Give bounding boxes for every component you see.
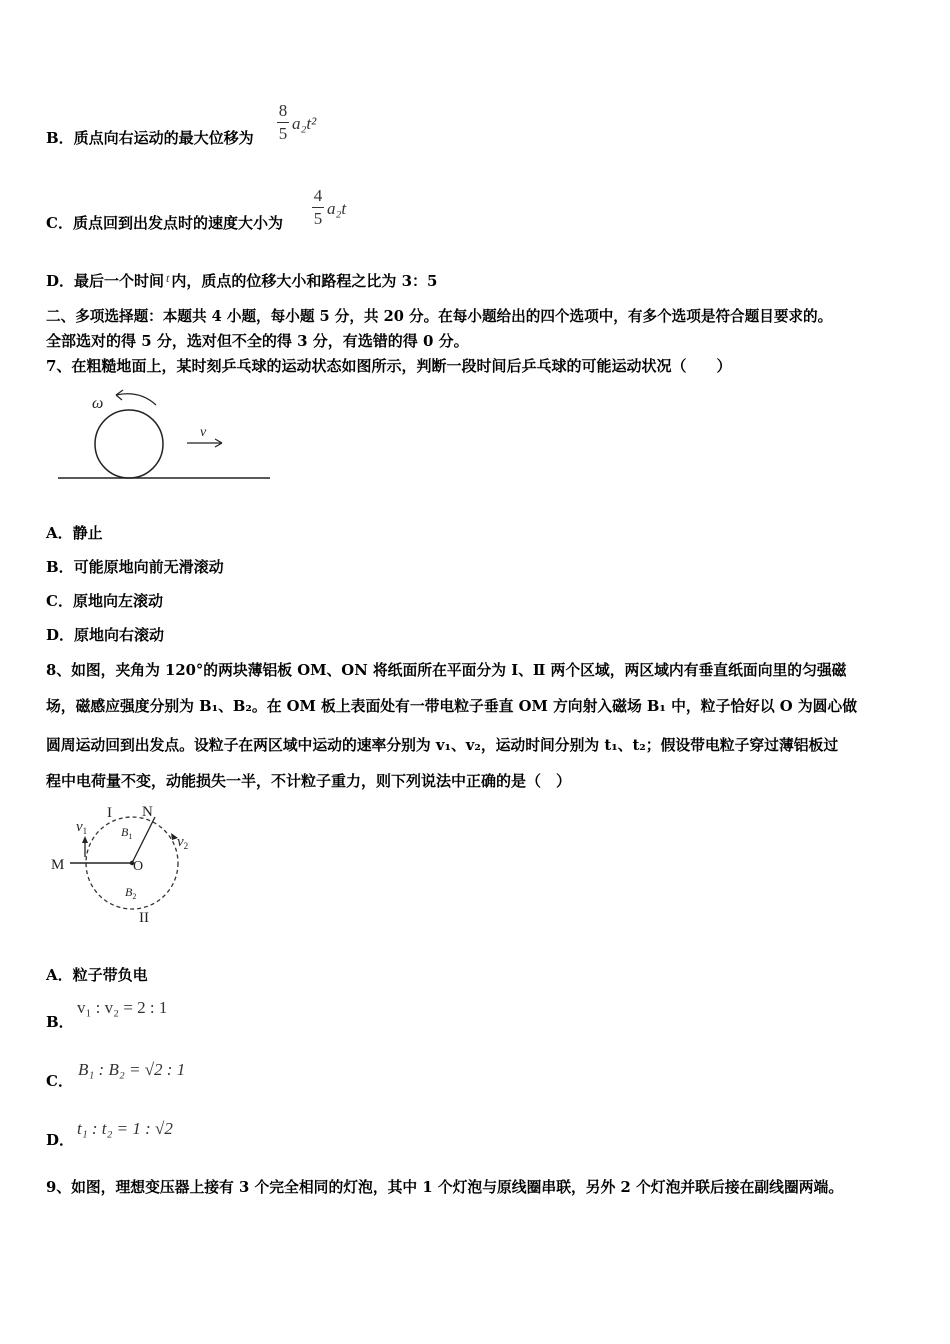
q6-option-d-prefix: D．最后一个时间 xyxy=(46,272,165,290)
fraction-numerator: 4 xyxy=(313,186,323,205)
q6-option-b-expression: a₂t² xyxy=(292,114,317,133)
velocity-label: v xyxy=(200,425,207,440)
omega-label: ω xyxy=(92,395,104,412)
q7-stem: 7、在粗糙地面上，某时刻乒乓球的运动状态如图所示，判断一段时间后乒乓球的可能运动状况（ ） xyxy=(46,357,732,375)
q8-stem-line2: 场，磁感应强度分别为 B₁、B₂。在 OM 板上表面处有一带电粒子垂直 OM 方向射入磁场 B₁ 中，粒子恰好以 O 为圆心做 xyxy=(46,698,858,715)
label-b1: $B_1$ xyxy=(121,825,133,841)
q6-option-b-fraction xyxy=(277,102,289,143)
q7-option-b: B．可能原地向前无滑滚动 xyxy=(46,558,224,576)
q6-option-c-fraction xyxy=(312,187,324,228)
q8-option-b-label: B． xyxy=(46,1013,74,1031)
q6-option-b-label: B．质点向右运动的最大位移为 xyxy=(46,129,254,147)
label-n: N xyxy=(142,804,153,820)
fraction-numerator: 8 xyxy=(278,101,288,120)
v1-arrowhead xyxy=(82,836,88,843)
q6-option-d-var: t xyxy=(166,271,170,285)
q6-option-d xyxy=(46,270,437,291)
q8-option-c-math: B₁ : B₂ = √2 : 1 xyxy=(78,1060,186,1079)
q8-stem-line4: 程中电荷量不变，动能损失一半，不计粒子重力，则下列说法中正确的是（ ） xyxy=(46,772,572,790)
q8-option-d-math: t₁ : t₂ = 1 : √2 xyxy=(77,1119,173,1138)
q8-option-d-label: D． xyxy=(46,1131,75,1149)
label-o: O xyxy=(133,859,144,874)
section2-line1: 二、多项选择题：本题共 4 小题，每小题 5 分，共 20 分。在每小题给出的四个选项中，有多个选项是符合题目要求的。 xyxy=(46,308,833,325)
label-v1: $v_1$ xyxy=(76,819,88,836)
label-region-1: I xyxy=(107,805,112,821)
q6-option-c-expression: a₂t xyxy=(327,199,347,218)
q7-option-a: A．静止 xyxy=(46,524,103,542)
q7-option-c: C．原地向左滚动 xyxy=(46,592,163,610)
q9-stem: 9、如图，理想变压器上接有 3 个完全相同的灯泡，其中 1 个灯泡与原线圈串联，另外 2 个灯泡并联后接在副线圈两端。 xyxy=(46,1179,844,1196)
label-m: M xyxy=(51,857,65,873)
label-region-2: II xyxy=(139,910,149,926)
fraction-denominator: 5 xyxy=(313,209,323,228)
q8-figure xyxy=(45,800,205,930)
label-v2: $v_2$ xyxy=(177,834,189,851)
q6-option-d-suffix: 内，质点的位移大小和路程之比为 3：5 xyxy=(171,272,438,290)
q7-figure xyxy=(50,385,280,485)
q8-stem-line1: 8、如图，夹角为 120°的两块薄铝板 OM、ON 将纸面所在平面分为 Ⅰ、Ⅱ 两个区域，两区域内有垂直纸面向里的匀强磁 xyxy=(46,662,847,679)
q7-option-d: D．原地向右滚动 xyxy=(46,626,165,644)
label-b2: $B_2$ xyxy=(125,885,137,901)
q6-option-c-label: C．质点回到出发点时的速度大小为 xyxy=(46,214,283,232)
plate-on xyxy=(132,817,155,863)
q8-option-a: A．粒子带负电 xyxy=(46,966,148,984)
q8-option-b-math: v₁ : v₂ = 2 : 1 xyxy=(77,998,168,1017)
q8-stem-line3: 圆周运动回到出发点。设粒子在两区域中运动的速率分别为 v₁、v₂，运动时间分别为 t₁、t₂；假设带电粒子穿过薄铝板过 xyxy=(46,737,839,754)
q8-option-c-label: C． xyxy=(46,1072,73,1090)
section2-line2: 全部选对的得 5 分，选对但不全的得 3 分，有选错的得 0 分。 xyxy=(46,332,469,350)
fraction-denominator: 5 xyxy=(278,124,288,143)
ball-circle xyxy=(95,410,163,478)
